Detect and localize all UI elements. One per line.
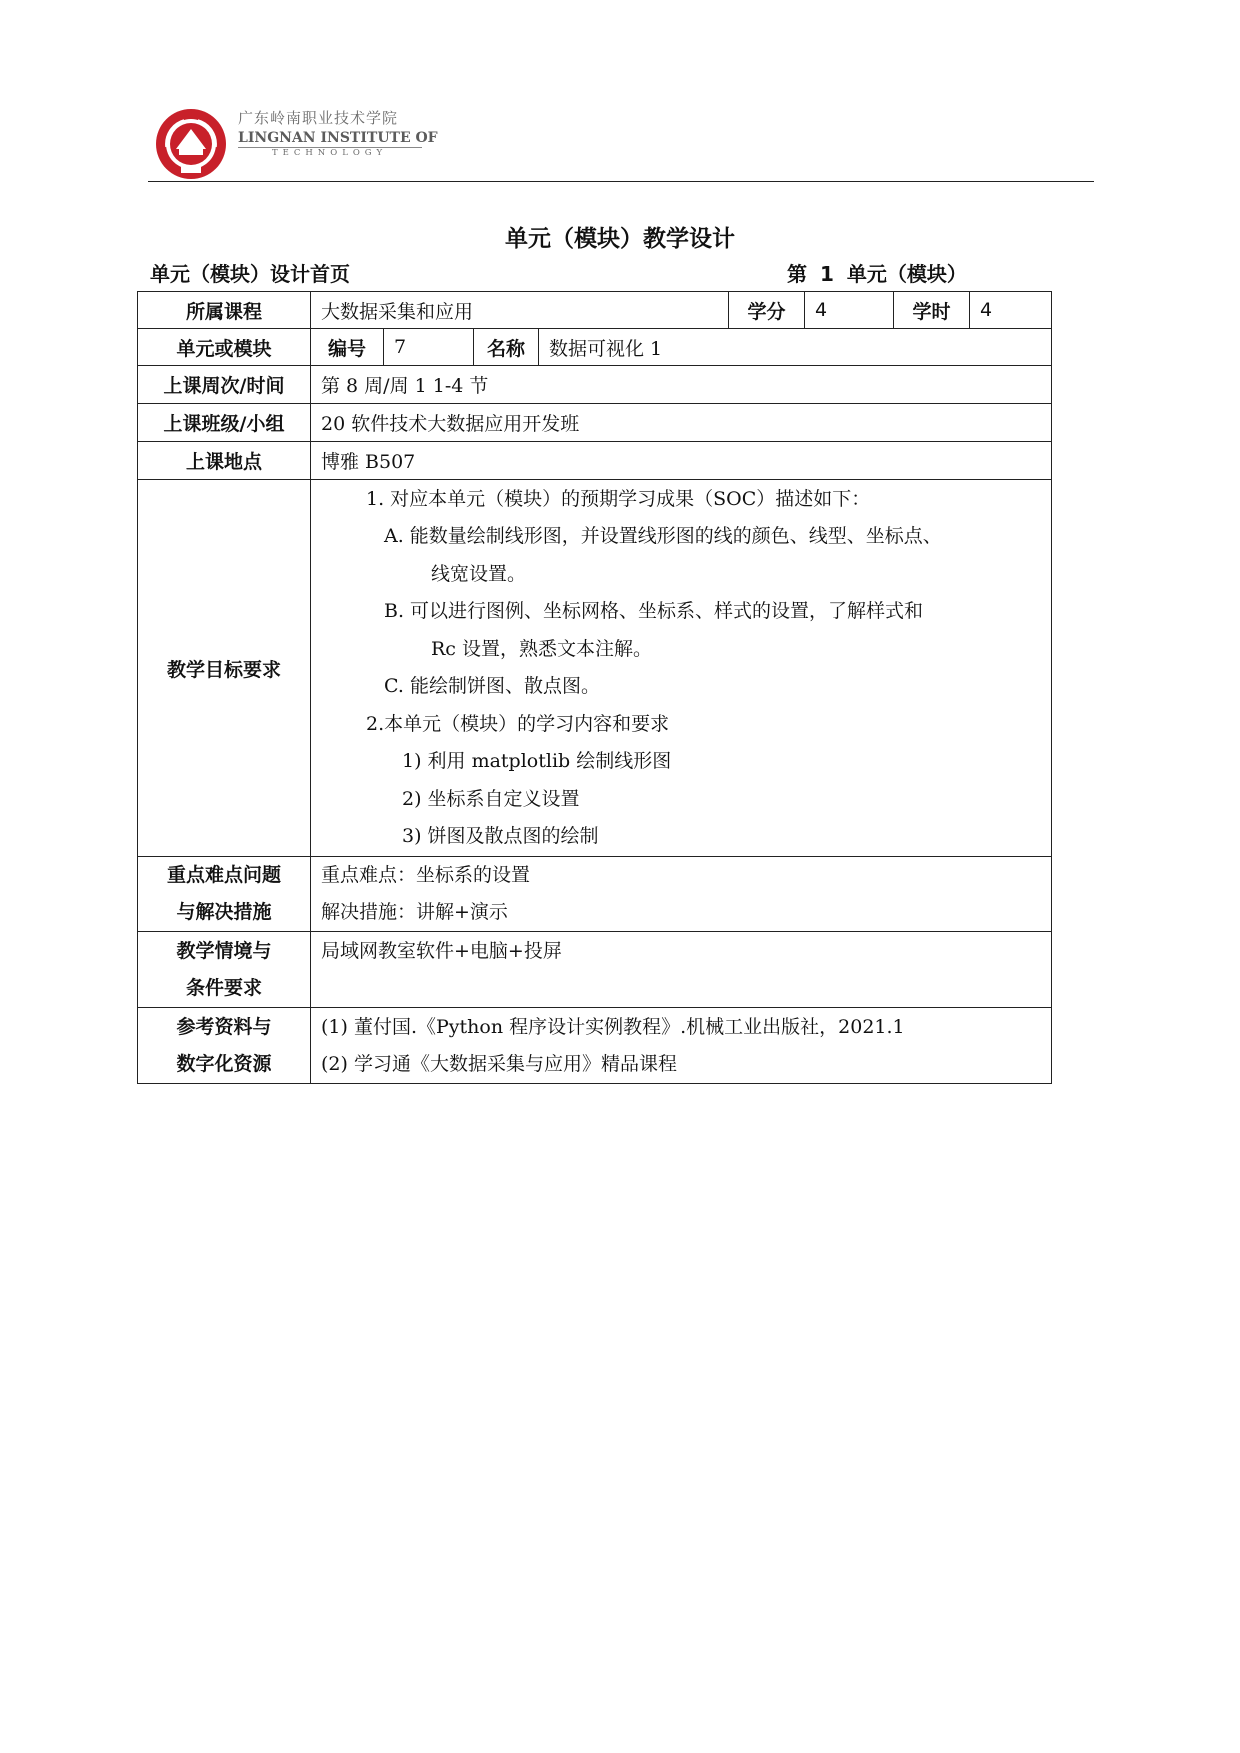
hours-label: 学时 [894,292,970,329]
objectives-line: A. 能数量绘制线形图，并设置线形图的线的颜色、线型、坐标点、 [384,525,942,547]
keypoints-line: 解决措施：讲解+演示 [321,901,508,923]
row-unit [138,329,1052,366]
row-time [138,366,1052,404]
references-label-line: 参考资料与 [176,1015,272,1038]
reference-item: (2) 学习通《大数据采集与应用》精品课程 [321,1052,677,1075]
logo-english-name: LINGNAN INSTITUTE OF [238,130,438,146]
objectives-content [311,480,1052,857]
institution-seal-icon [154,107,228,181]
objectives-line: 3) 饼图及散点图的绘制 [402,825,599,847]
unit-design-table [137,291,1052,1084]
credit-label: 学分 [729,292,805,329]
class-label: 上课班级/小组 [138,404,311,442]
time-value: 第 8 周/周 1 1-4 节 [311,366,1052,404]
institution-logo [154,97,454,177]
objectives-line: C. 能绘制饼图、散点图。 [384,675,600,697]
subtitle-left: 单元（模块）设计首页 [150,262,350,286]
subtitle-right: 第 1 单元（模块） [787,262,967,286]
row-conditions [138,932,1052,1008]
objectives-line: Rc 设置，熟悉文本注解。 [431,637,652,660]
references-label-line: 数字化资源 [176,1052,272,1075]
conditions-value: 局域网教室软件+电脑+投屏 [311,932,1052,1008]
number-label: 编号 [311,329,384,366]
objectives-label: 教学目标要求 [138,480,311,857]
name-label: 名称 [474,329,539,366]
course-value: 大数据采集和应用 [311,292,729,329]
document-title: 单元（模块）教学设计 [505,226,735,252]
hours-value: 4 [970,292,1052,329]
objectives-line: 线宽设置。 [431,562,527,585]
row-keypoints [138,857,1052,932]
objectives-line: 1. 对应本单元（模块）的预期学习成果（SOC）描述如下： [366,487,871,510]
location-label: 上课地点 [138,442,311,480]
time-label: 上课周次/时间 [138,366,311,404]
conditions-label-line: 教学情境与 [176,939,272,962]
keypoints-label [138,857,311,932]
references-label [138,1008,311,1084]
objectives-line: 1) 利用 matplotlib 绘制线形图 [402,750,672,772]
location-value: 博雅 B507 [311,442,1052,480]
class-value: 20 软件技术大数据应用开发班 [311,404,1052,442]
row-class [138,404,1052,442]
logo-english-subname: TECHNOLOGY [238,147,422,158]
objectives-line: 2) 坐标系自定义设置 [402,787,580,810]
references-content [311,1008,1052,1084]
unit-label: 单元或模块 [138,329,311,366]
number-value: 7 [384,329,474,366]
row-references [138,1008,1052,1084]
keypoints-label-line: 重点难点问题 [166,864,281,886]
keypoints-label-line: 与解决措施 [176,901,272,923]
keypoints-line: 重点难点：坐标系的设置 [321,864,531,886]
objectives-line: 2.本单元（模块）的学习内容和要求 [366,712,670,735]
row-location [138,442,1052,480]
course-label: 所属课程 [138,292,311,329]
conditions-label-line: 条件要求 [185,976,262,999]
row-course [138,292,1052,329]
credit-value: 4 [805,292,894,329]
keypoints-content [311,857,1052,932]
conditions-label [138,932,311,1008]
name-value: 数据可视化 1 [539,329,1052,366]
objectives-line: B. 可以进行图例、坐标网格、坐标系、样式的设置，了解样式和 [384,600,924,622]
reference-item: (1) 董付国.《Python 程序设计实例教程》.机械工业出版社，2021.1 [321,1015,905,1038]
row-objectives [138,480,1052,857]
logo-chinese-name: 广东岭南职业技术学院 [238,109,399,127]
header-divider [148,181,1094,182]
